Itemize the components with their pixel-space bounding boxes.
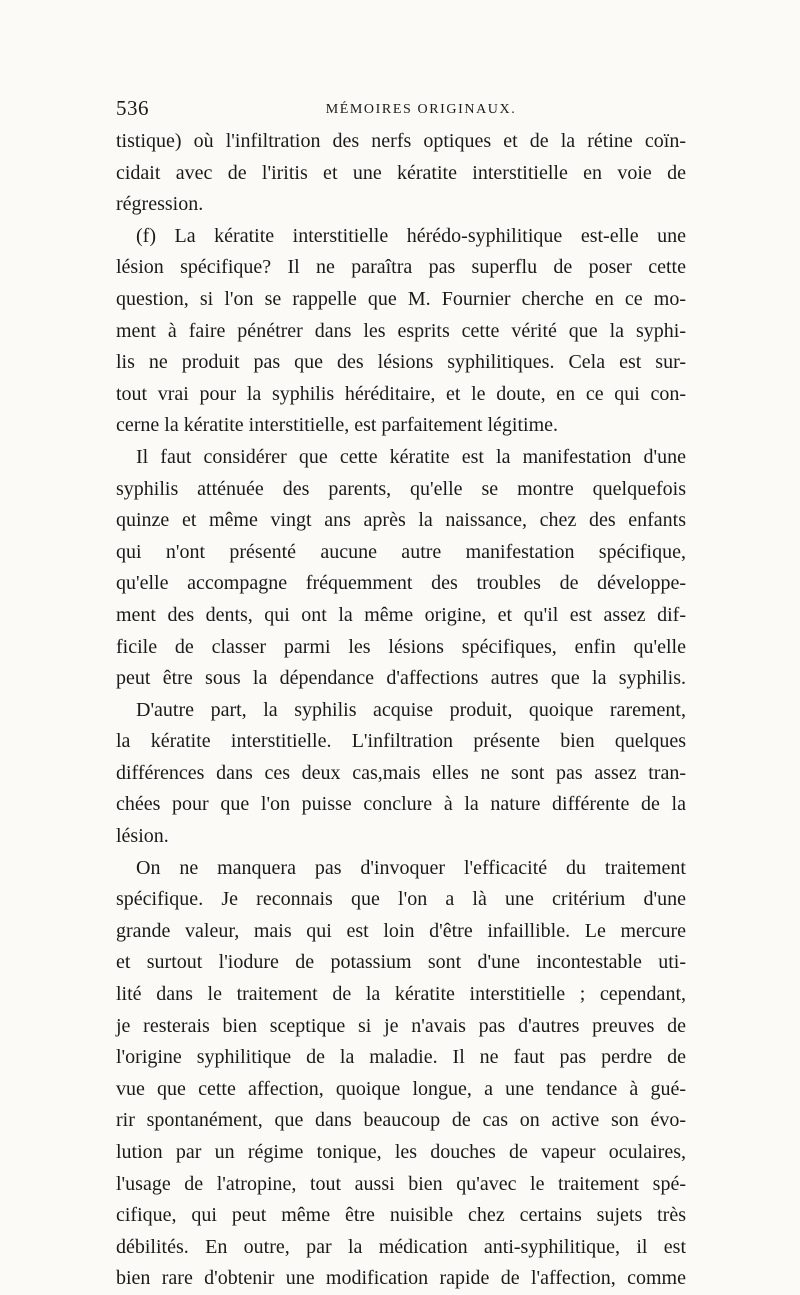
text-line: ment à faire pénétrer dans les esprits cette vérité que la syphi- — [116, 319, 686, 342]
text-line: différences dans ces deux cas,mais elles ne sont pas assez tran- — [116, 761, 686, 784]
text-line: Il faut considérer que cette kératite est la manifestation d'une — [136, 445, 686, 468]
page-number: 536 — [116, 96, 149, 120]
text-line: cerne la kératite interstitielle, est parfaitement légitime. — [116, 414, 559, 437]
text-line: et surtout l'iodure de potassium sont d'une incontestable uti- — [116, 951, 686, 974]
text-line: quinze et même vingt ans après la naissance, chez des enfants — [116, 509, 686, 532]
text-line: tistique) où l'infiltration des nerfs optiques et de la rétine coïn- — [116, 130, 686, 152]
text-line: l'origine syphilitique de la maladie. Il ne faut pas perdre de — [116, 1046, 686, 1069]
text-line: la kératite interstitielle. L'infiltration présente bien quelques — [116, 730, 686, 753]
running-header — [116, 96, 686, 126]
text-line: lité dans le traitement de la kératite interstitielle ; cependant, — [116, 983, 686, 1006]
text-line: vue que cette affection, quoique longue, a une tendance à gué- — [116, 1077, 686, 1100]
text-line: ficile de classer parmi les lésions spécifiques, enfin qu'elle — [116, 635, 686, 658]
text-line: débilités. En outre, par la médication anti-syphilitique, il est — [116, 1235, 686, 1258]
text-line: régression. — [116, 193, 204, 216]
text-line: qui n'ont présenté aucune autre manifestation spécifique, — [116, 540, 686, 563]
text-line: peut être sous la dépendance d'affections autres que la syphilis. — [116, 667, 686, 690]
text-line: lution par un régime tonique, les douches de vapeur oculaires, — [116, 1141, 686, 1163]
text-line: grande valeur, mais qui est loin d'être infaillible. Le mercure — [116, 919, 686, 942]
text-line: cifique, qui peut même être nuisible chez certains sujets très — [116, 1204, 686, 1227]
text-line: tout vrai pour la syphilis héréditaire, et le doute, en ce qui con- — [116, 382, 686, 405]
text-line: On ne manquera pas d'invoquer l'efficacité du traitement — [136, 856, 686, 879]
text-line: (f) La kératite interstitielle hérédo-syphilitique est-elle une — [136, 224, 686, 247]
text-line: qu'elle accompagne fréquemment des troubles de développe- — [116, 572, 686, 595]
text-line: question, si l'on se rappelle que M. Fournier cherche en ce mo- — [116, 287, 686, 310]
text-body — [116, 126, 686, 1295]
text-line: chées pour que l'on puisse conclure à la nature différente de la — [116, 793, 686, 816]
text-line: ment des dents, qui ont la même origine, et qu'il est assez dif- — [116, 603, 686, 626]
text-line: lésion. — [116, 825, 169, 848]
text-line: je resterais bien sceptique si je n'avais pas d'autres preuves de — [116, 1014, 686, 1037]
text-line: rir spontanément, que dans beaucoup de cas on active son évo- — [116, 1109, 686, 1132]
text-line: lis ne produit pas que des lésions syphilitiques. Cela est sur- — [116, 351, 686, 374]
text-line: cidait avec de l'iritis et une kératite interstitielle en voie de — [116, 161, 686, 184]
text-line: l'usage de l'atropine, tout aussi bien qu'avec le traitement spé- — [116, 1172, 686, 1195]
text-line: D'autre part, la syphilis acquise produit, quoique rarement, — [136, 698, 686, 721]
running-title: MÉMOIRES ORIGINAUX. — [325, 102, 517, 117]
text-line: spécifique. Je reconnais que l'on a là une critérium d'une — [116, 888, 686, 911]
text-line: syphilis atténuée des parents, qu'elle se montre quelquefois — [116, 477, 686, 500]
text-line: lésion spécifique? Il ne paraîtra pas superflu de poser cette — [116, 256, 686, 279]
text-line: bien rare d'obtenir une modification rapide de l'affection, comme — [116, 1267, 686, 1290]
